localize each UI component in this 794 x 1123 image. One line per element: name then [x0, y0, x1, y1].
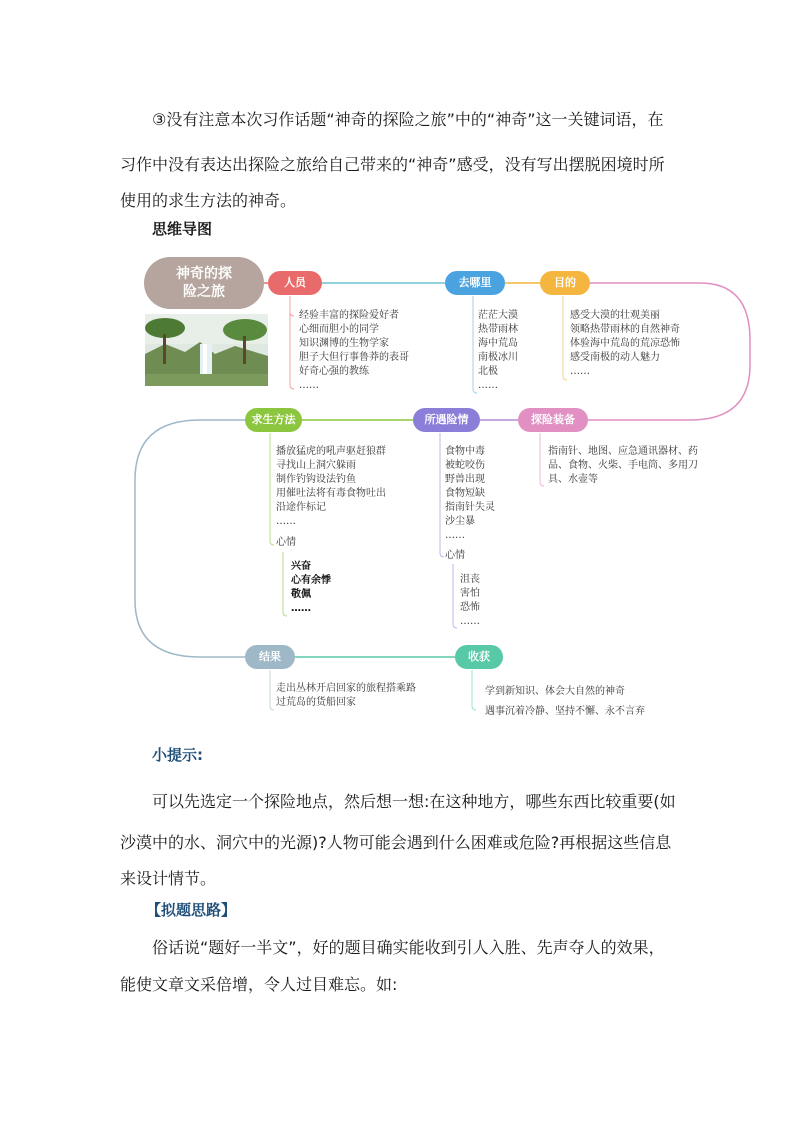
list-item: 学到新知识、体会大自然的神奇	[485, 686, 625, 697]
list-item: 领略热带雨林的自然神奇	[570, 324, 680, 335]
list-item: 感受大漠的壮观美丽	[570, 310, 660, 321]
danger-mood-label: 心情	[445, 550, 465, 561]
node-purpose: 目的	[540, 271, 590, 295]
list-item: 体验海中荒岛的荒凉恐怖	[570, 338, 680, 349]
list-item: 心有余悸	[291, 575, 331, 586]
node-people: 人员	[268, 271, 322, 295]
survival-mood-items	[291, 560, 331, 616]
bracket-survival	[270, 433, 274, 545]
survival-items	[276, 445, 386, 529]
bracket-danger	[440, 433, 444, 557]
list-item: 好奇心强的教练	[299, 366, 369, 377]
approach-line-2: 能使文章文采倍增，令人过目难忘。如:	[120, 975, 398, 994]
list-item: ……	[460, 616, 480, 627]
list-item: 指南针、地图、应急通讯器材、药	[548, 446, 698, 457]
result-items	[276, 682, 416, 710]
list-item: 知识渊博的生物学家	[299, 338, 389, 349]
node-survival: 求生方法	[245, 408, 302, 432]
mindmap-title-line-1: 神奇的探	[176, 266, 232, 282]
list-item: 具、水壶等	[548, 474, 598, 485]
list-item: 热带雨林	[478, 324, 518, 335]
bracket-equipment	[540, 433, 544, 486]
list-item: ……	[570, 366, 590, 377]
list-item: 感受南极的动人魅力	[570, 352, 660, 363]
tip-heading: 小提示:	[152, 746, 203, 764]
list-item: 恐怖	[460, 602, 480, 613]
list-item: 被蛇咬伤	[445, 460, 485, 471]
bracket-where	[473, 296, 477, 393]
mindmap-title-node	[144, 257, 264, 309]
list-item: 兴奋	[291, 561, 311, 572]
list-item: 用催吐法将有毒食物吐出	[276, 488, 386, 499]
intro-line-2: 习作中没有表达出探险之旅给自己带来的“神奇”感受，没有写出摆脱困境时所	[120, 155, 665, 174]
purpose-items	[570, 309, 680, 379]
bracket-people	[290, 296, 294, 316]
list-item: 沙尘暴	[445, 516, 475, 527]
list-item: 食物中毒	[445, 446, 485, 457]
list-item: 敬佩	[291, 589, 311, 600]
bracket-danger-mood	[453, 564, 457, 628]
equipment-items	[548, 445, 698, 487]
bracket-result	[270, 670, 274, 710]
list-item: ……	[291, 603, 311, 614]
list-item: 心细而胆小的同学	[299, 324, 379, 335]
list-item: 茫茫大漠	[478, 310, 518, 321]
where-items	[478, 309, 518, 393]
tip-line-2: 沙漠中的水、洞穴中的光源)?人物可能会遇到什么困难或危险?再根据这些信息	[120, 833, 672, 852]
people-items	[299, 309, 409, 393]
list-item: 胆子大但行事鲁莽的表哥	[299, 352, 409, 363]
list-item: 走出丛林开启回家的旅程搭乘路	[276, 683, 416, 694]
approach-heading: 【拟题思路】	[146, 901, 237, 919]
node-where: 去哪里	[445, 271, 505, 295]
node-gain: 收获	[455, 645, 503, 669]
list-item: 指南针失灵	[445, 502, 495, 513]
list-item: 经验丰富的探险爱好者	[299, 310, 399, 321]
list-item: 害怕	[460, 588, 480, 599]
list-item: 沿途作标记	[276, 502, 326, 513]
jungle-waterfall-image	[145, 314, 268, 386]
list-item: 品、食物、火柴、手电筒、多用刀	[548, 460, 698, 471]
list-item: 食物短缺	[445, 488, 485, 499]
gain-items	[485, 682, 645, 722]
bracket-survival-mood	[283, 552, 287, 616]
danger-mood-items	[460, 573, 480, 629]
list-item: 制作钓钩设法钓鱼	[276, 474, 356, 485]
list-item: 南极冰川	[478, 352, 518, 363]
list-item: ……	[478, 380, 498, 391]
list-item: 过荒岛的货船回家	[276, 697, 356, 708]
bracket-gain	[472, 670, 476, 710]
list-item: 沮丧	[460, 574, 480, 585]
node-result: 结果	[245, 645, 295, 669]
mindmap-heading: 思维导图	[152, 220, 213, 238]
list-item: 海中荒岛	[478, 338, 518, 349]
list-item: 北极	[478, 366, 498, 377]
intro-line-1: ③没有注意本次习作话题“神奇的探险之旅”中的“神奇”这一关键词语，在	[152, 110, 664, 129]
tip-line-1: 可以先选定一个探险地点，然后想一想:在这种地方，哪些东西比较重要(如	[152, 792, 676, 811]
list-item: 寻找山上洞穴躲雨	[276, 460, 356, 471]
mindmap-title-line-2: 险之旅	[183, 284, 225, 300]
list-item: ……	[299, 380, 319, 391]
danger-items	[445, 445, 495, 543]
node-danger: 所遇险情	[413, 408, 480, 432]
list-item: 野兽出现	[445, 474, 485, 485]
survival-mood-label: 心情	[276, 537, 296, 548]
connector-survival-result	[135, 420, 245, 657]
node-equipment: 探险装备	[518, 408, 588, 432]
approach-line-1: 俗话说“题好一半文”，好的题目确实能收到引人入胜、先声夺人的效果，	[152, 938, 665, 957]
list-item: 遇事沉着冷静、坚持不懈、永不言弃	[485, 706, 645, 717]
bracket-purpose	[563, 296, 567, 380]
list-item: ……	[276, 516, 296, 527]
tip-line-3: 来设计情节。	[120, 869, 217, 888]
list-item: 播放猛虎的吼声驱赶狼群	[276, 446, 386, 457]
list-item: ……	[445, 530, 465, 541]
intro-line-3: 使用的求生方法的神奇。	[120, 191, 297, 210]
